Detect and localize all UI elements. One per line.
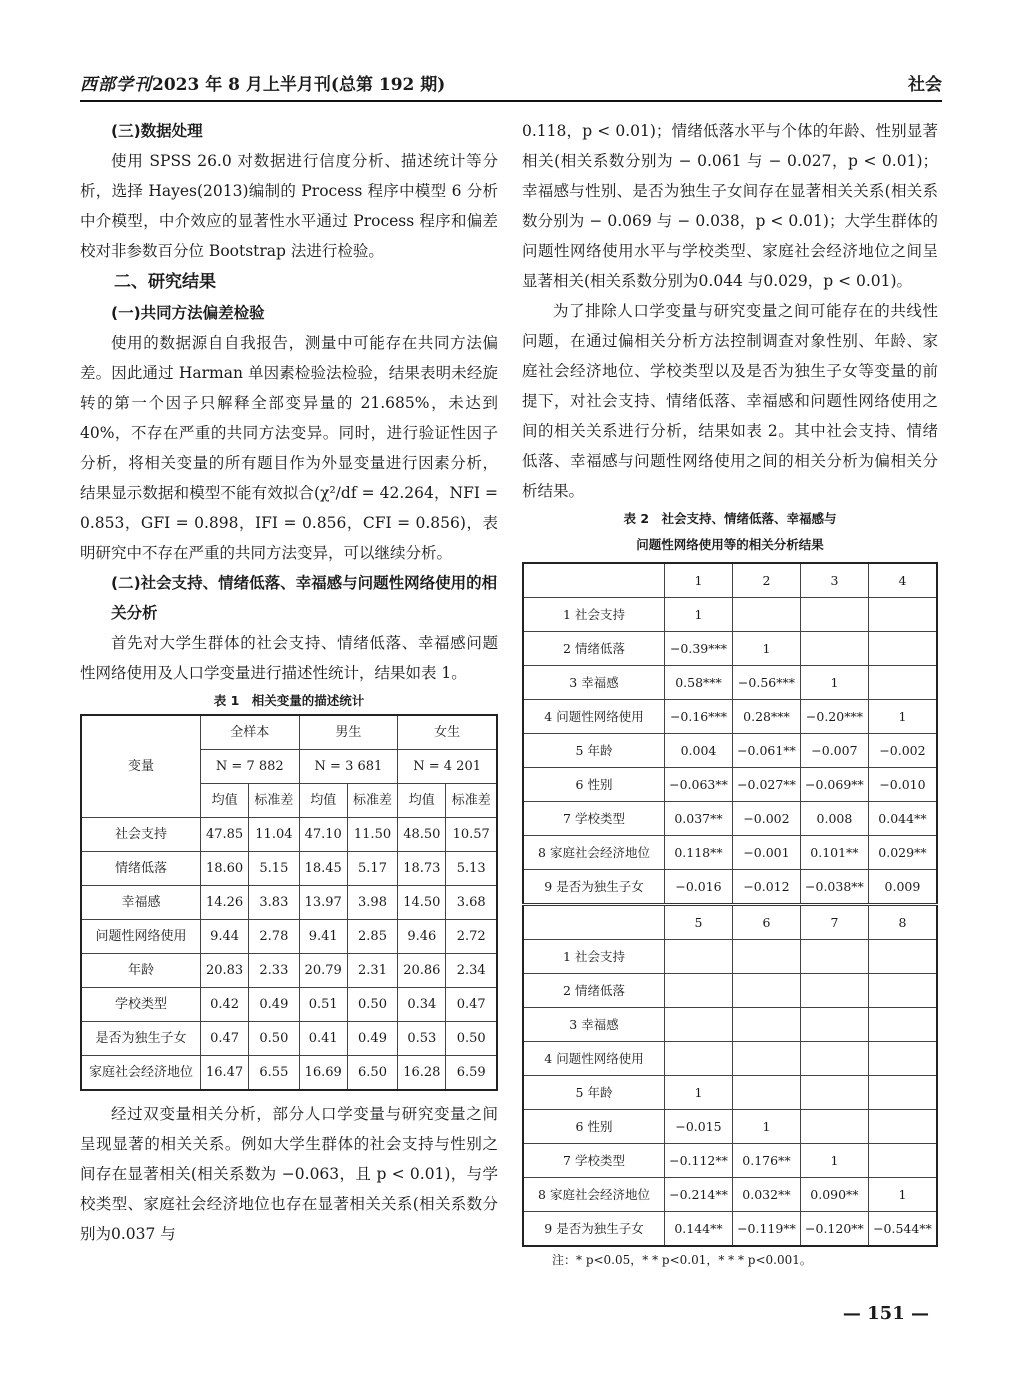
t2-cell: −0.038**	[800, 870, 868, 905]
paragraph-continued: 0.118，p < 0.01)；情绪低落水平与个体的年龄、性别显著相关(相关系数分别为 − 0.061 与 − 0.027，p < 0.01)；幸福感与性别、是否为独生子女间存在显著相关关系(相关系数分别为 − 0.069 与 − 0.038，p < 0.01)；大学生群体的问题性网络使用水平与学校类型、家庭社会经济地位之间呈显著相关(相关系数分别为0.044 与0.029，p < 0.01)。	[522, 122, 938, 290]
t1-group-all: 全样本	[201, 715, 300, 750]
t1-cell: 47.85	[201, 818, 249, 852]
journal-logo: 西部学刊	[80, 75, 152, 95]
t2-cell: −0.063**	[665, 768, 733, 802]
t1-cell: 2.78	[249, 920, 299, 954]
t2-cell	[800, 1110, 868, 1144]
t2-cell: −0.214**	[665, 1178, 733, 1212]
t1-cell: 11.04	[249, 818, 299, 852]
t2-cell	[800, 632, 868, 666]
table-row	[523, 1008, 937, 1042]
t1-cell: 5.15	[249, 852, 299, 886]
t2-cell: 1	[732, 632, 800, 666]
t1-cell: 2.33	[249, 954, 299, 988]
table-row	[523, 1212, 937, 1247]
t1-cell: 2.31	[347, 954, 397, 988]
table-row	[523, 700, 937, 734]
t2-cell: 0.004	[665, 734, 733, 768]
table-row	[523, 870, 937, 905]
table-row	[81, 818, 497, 852]
t1-cell: 2.85	[347, 920, 397, 954]
t2-cell	[868, 1076, 937, 1110]
t2-row-label: 3 幸福感	[523, 666, 665, 700]
t1-group-female: 女生	[398, 715, 497, 750]
t1-cell: 0.41	[299, 1022, 347, 1056]
t2-cell	[800, 1076, 868, 1110]
paragraph-partial-correlation: 为了排除人口学变量与研究变量之间可能存在的共线性问题，在通过偏相关分析方法控制调查对象性别、年龄、家庭社会经济地位、学校类型以及是否为独生子女等变量的前提下，对社会支持、情绪低落、幸福感和问题性网络使用之间的相关关系进行分析，结果如表 2。其中社会支持、情绪低落、幸福感与问题性网络使用之间的相关分析为偏相关分析结果。	[522, 302, 938, 500]
t1-cell: 11.50	[347, 818, 397, 852]
t2-cell: 1	[665, 563, 733, 598]
t1-sd-header: 标准差	[347, 784, 397, 818]
t2-cell: −0.112**	[665, 1144, 733, 1178]
table-row	[81, 954, 497, 988]
t2-cell: 0.118**	[665, 836, 733, 870]
t2-cell: 0.037**	[665, 802, 733, 836]
t2-row-label: 2 情绪低落	[523, 632, 665, 666]
t2-cell: −0.120**	[800, 1212, 868, 1247]
t2-cell: 0.144**	[665, 1212, 733, 1247]
table2-caption-line2: 问题性网络使用等的相关分析结果	[636, 537, 824, 552]
t2-cell: 6	[732, 905, 800, 940]
t1-variable-name: 学校类型	[81, 988, 201, 1022]
t1-variable-name: 情绪低落	[81, 852, 201, 886]
t1-cell: 0.53	[398, 1022, 446, 1056]
t1-sd-header: 标准差	[446, 784, 497, 818]
t2-cell	[732, 1042, 800, 1076]
t1-cell: 0.50	[446, 1022, 497, 1056]
t2-cell: 2	[732, 563, 800, 598]
running-header	[80, 70, 942, 102]
t2-row-label: 9 是否为独生子女	[523, 870, 665, 905]
t2-cell: 1	[868, 1178, 937, 1212]
t2-row-label: 1 社会支持	[523, 598, 665, 632]
t2-cell: −0.010	[868, 768, 937, 802]
page-number: — 151 —	[842, 1303, 929, 1324]
table-row	[523, 1178, 937, 1212]
t2-cell: −0.069**	[800, 768, 868, 802]
t2-cell: 0.044**	[868, 802, 937, 836]
table-row	[523, 598, 937, 632]
t1-cell: 16.28	[398, 1056, 446, 1091]
t1-cell: 6.59	[446, 1056, 497, 1091]
t1-mean-header: 均值	[299, 784, 347, 818]
journal-title	[80, 70, 445, 95]
table2	[522, 562, 938, 1247]
t1-cell: 0.49	[347, 1022, 397, 1056]
t2-cell	[868, 666, 937, 700]
t2-cell	[800, 598, 868, 632]
t1-cell: 2.72	[446, 920, 497, 954]
table-row	[523, 666, 937, 700]
t2-cell	[732, 974, 800, 1008]
t1-cell: 0.47	[446, 988, 497, 1022]
t2-row-label: 2 情绪低落	[523, 974, 665, 1008]
table-row	[523, 734, 937, 768]
t1-variable-name: 问题性网络使用	[81, 920, 201, 954]
t2-cell: −0.061**	[732, 734, 800, 768]
t2-cell: −0.007	[800, 734, 868, 768]
t1-mean-header: 均值	[201, 784, 249, 818]
t2-cell: 0.090**	[800, 1178, 868, 1212]
table-row	[81, 852, 497, 886]
t2-cell: 8	[868, 905, 937, 940]
table-row	[523, 632, 937, 666]
t2-row-label: 8 家庭社会经济地位	[523, 1178, 665, 1212]
t2-cell: 0.28***	[732, 700, 800, 734]
t1-cell: 18.45	[299, 852, 347, 886]
paragraph-bivariate: 经过双变量相关分析，部分人口学变量与研究变量之间呈现显著的相关关系。例如大学生群体的社会支持与性别之间存在显著相关(相关系数为 −0.063，且 p < 0.01)，与学校类型、家庭社会经济地位也存在显著相关关系(相关系数分别为0.037 与	[80, 1105, 498, 1243]
t2-cell: −0.544**	[868, 1212, 937, 1247]
t2-cell	[868, 974, 937, 1008]
t2-cell	[732, 940, 800, 974]
t2-cell	[800, 1008, 868, 1042]
t2-cell	[800, 1042, 868, 1076]
issue-info: 2023 年 8 月上半月刊(总第 192 期)	[152, 75, 446, 95]
t2-cell	[665, 974, 733, 1008]
t2-cell: 1	[732, 1110, 800, 1144]
t1-cell: 10.57	[446, 818, 497, 852]
t2-cell: 1	[665, 598, 733, 632]
t2-cell	[800, 974, 868, 1008]
t1-cell: 6.50	[347, 1056, 397, 1091]
table-row	[523, 563, 937, 598]
t1-cell: 14.26	[201, 886, 249, 920]
t2-row-label: 4 问题性网络使用	[523, 700, 665, 734]
t2-cell: −0.016	[665, 870, 733, 905]
t2-cell	[868, 598, 937, 632]
t2-cell: −0.001	[732, 836, 800, 870]
heading-data-processing: (三)数据处理	[111, 122, 203, 140]
t2-cell: 0.009	[868, 870, 937, 905]
table2-note: 注：* p<0.05，* * p<0.01，* * * p<0.001。	[552, 1253, 812, 1267]
t1-cell: 3.83	[249, 886, 299, 920]
t1-cell: 0.51	[299, 988, 347, 1022]
t1-variable-name: 是否为独生子女	[81, 1022, 201, 1056]
t2-row-label: 8 家庭社会经济地位	[523, 836, 665, 870]
t2-cell	[665, 1008, 733, 1042]
t1-n-female: N = 4 201	[398, 750, 497, 784]
t2-cell: −0.002	[732, 802, 800, 836]
t1-cell: 18.60	[201, 852, 249, 886]
t1-cell: 6.55	[249, 1056, 299, 1091]
t2-cell	[868, 940, 937, 974]
table-row	[523, 836, 937, 870]
table1	[80, 714, 498, 1091]
t1-cell: 3.68	[446, 886, 497, 920]
t1-var-header: 变量	[81, 715, 201, 818]
t2-cell: −0.012	[732, 870, 800, 905]
t1-cell: 16.47	[201, 1056, 249, 1091]
t2-cell: 0.58***	[665, 666, 733, 700]
t2-row-label: 5 年龄	[523, 1076, 665, 1110]
table-row	[523, 1042, 937, 1076]
t2-cell: −0.20***	[800, 700, 868, 734]
t2-cell	[800, 940, 868, 974]
t1-cell: 3.98	[347, 886, 397, 920]
t2-cell	[868, 1042, 937, 1076]
t1-cell: 2.34	[446, 954, 497, 988]
t2-cell	[665, 1042, 733, 1076]
t1-variable-name: 社会支持	[81, 818, 201, 852]
t1-mean-header: 均值	[398, 784, 446, 818]
table-row	[81, 1056, 497, 1091]
t2-cell: 1	[868, 700, 937, 734]
t2-cell: 1	[800, 666, 868, 700]
table-row	[81, 920, 497, 954]
t1-cell: 48.50	[398, 818, 446, 852]
t1-variable-name: 幸福感	[81, 886, 201, 920]
t2-row-label: 4 问题性网络使用	[523, 1042, 665, 1076]
t2-cell	[732, 1076, 800, 1110]
t1-cell: 16.69	[299, 1056, 347, 1091]
t1-cell: 0.50	[249, 1022, 299, 1056]
t1-cell: 0.50	[347, 988, 397, 1022]
t2-row-label: 9 是否为独生子女	[523, 1212, 665, 1247]
t2-row-label: 7 学校类型	[523, 802, 665, 836]
t2-cell: −0.16***	[665, 700, 733, 734]
t2-cell: −0.002	[868, 734, 937, 768]
t1-cell: 20.83	[201, 954, 249, 988]
t2-cell: −0.119**	[732, 1212, 800, 1247]
t1-cell: 9.41	[299, 920, 347, 954]
t1-cell: 13.97	[299, 886, 347, 920]
t2-cell	[868, 1110, 937, 1144]
t1-cell: 20.86	[398, 954, 446, 988]
t1-cell: 0.47	[201, 1022, 249, 1056]
table-row	[523, 1076, 937, 1110]
t2-cell	[665, 940, 733, 974]
t1-cell: 47.10	[299, 818, 347, 852]
table-row	[81, 886, 497, 920]
t2-cell	[868, 632, 937, 666]
t1-cell: 18.73	[398, 852, 446, 886]
table-row	[523, 768, 937, 802]
t1-n-male: N = 3 681	[299, 750, 398, 784]
table2-caption-line1: 表 2 社会支持、情绪低落、幸福感与	[623, 511, 837, 526]
heading-correlation: (二)社会支持、情绪低落、幸福感与问题性网络使用的相关分析	[111, 574, 498, 622]
t1-group-male: 男生	[299, 715, 398, 750]
table-row	[81, 988, 497, 1022]
t2-cell: 3	[800, 563, 868, 598]
t1-cell: 9.44	[201, 920, 249, 954]
t2-row-label: 1 社会支持	[523, 940, 665, 974]
t1-cell: 0.42	[201, 988, 249, 1022]
t2-cell: 0.032**	[732, 1178, 800, 1212]
table1-caption: 表 1 相关变量的描述统计	[213, 693, 365, 708]
t2-cell: 0.008	[800, 802, 868, 836]
t1-variable-name: 家庭社会经济地位	[81, 1056, 201, 1091]
t2-row-label: 6 性别	[523, 768, 665, 802]
table-row	[523, 802, 937, 836]
section-name: 社会	[908, 75, 942, 95]
t1-cell: 0.34	[398, 988, 446, 1022]
t2-cell	[732, 598, 800, 632]
t1-cell: 14.50	[398, 886, 446, 920]
right-column	[522, 116, 938, 1273]
t2-cell: 4	[868, 563, 937, 598]
t2-cell	[868, 1144, 937, 1178]
table-row	[81, 1022, 497, 1056]
t2-cell: 1	[665, 1076, 733, 1110]
t2-cell	[732, 1008, 800, 1042]
table-row	[523, 940, 937, 974]
left-column	[80, 116, 498, 1249]
t2-cell: 5	[665, 905, 733, 940]
t2-row-label	[523, 563, 665, 598]
t1-cell: 0.49	[249, 988, 299, 1022]
t2-row-label	[523, 905, 665, 940]
t2-cell: −0.39***	[665, 632, 733, 666]
t2-cell: 0.029**	[868, 836, 937, 870]
t2-cell: 0.176**	[732, 1144, 800, 1178]
t1-cell: 9.46	[398, 920, 446, 954]
t2-row-label: 3 幸福感	[523, 1008, 665, 1042]
paragraph-correlation: 首先对大学生群体的社会支持、情绪低落、幸福感问题性网络使用及人口学变量进行描述性统计，结果如表 1。	[80, 634, 498, 682]
heading-results: 二、研究结果	[114, 272, 216, 292]
t2-row-label: 7 学校类型	[523, 1144, 665, 1178]
t1-variable-name: 年龄	[81, 954, 201, 988]
table-row	[523, 905, 937, 940]
t1-cell: 5.13	[446, 852, 497, 886]
table-row	[523, 1144, 937, 1178]
t1-n-all: N = 7 882	[201, 750, 300, 784]
t2-cell: 7	[800, 905, 868, 940]
t2-cell: 1	[800, 1144, 868, 1178]
t1-cell: 5.17	[347, 852, 397, 886]
heading-method-bias: (一)共同方法偏差检验	[111, 304, 265, 322]
t2-cell: −0.56***	[732, 666, 800, 700]
t2-cell: −0.027**	[732, 768, 800, 802]
paragraph-method-bias: 使用的数据源自自我报告，测量中可能存在共同方法偏差。因此通过 Harman 单因素检验法检验，结果表明未经旋转的第一个因子只解释全部变异量的 21.685%，未达到 40%，不存在严重的共同方法变异。同时，进行验证性因子分析，将相关变量的所有题目作为外显变量进行因素分析，结果显示数据和模型不能有效拟合(χ²/df = 42.264，NFI = 0.853，GFI = 0.898，IFI = 0.856，CFI = 0.856)，表明研究中不存在严重的共同方法变异，可以继续分析。	[80, 334, 498, 562]
t1-sd-header: 标准差	[249, 784, 299, 818]
table-row	[523, 974, 937, 1008]
table-row	[523, 1110, 937, 1144]
t1-cell: 20.79	[299, 954, 347, 988]
paragraph-data-processing: 使用 SPSS 26.0 对数据进行信度分析、描述统计等分析，选择 Hayes(2013)编制的 Process 程序中模型 6 分析中介模型，中介效应的显著性水平通过 Process 程序和偏差校对非参数百分位 Bootstrap 法进行检验。	[80, 152, 498, 260]
t2-cell: −0.015	[665, 1110, 733, 1144]
t2-cell	[868, 1008, 937, 1042]
t2-cell: 0.101**	[800, 836, 868, 870]
t2-row-label: 5 年龄	[523, 734, 665, 768]
t2-row-label: 6 性别	[523, 1110, 665, 1144]
